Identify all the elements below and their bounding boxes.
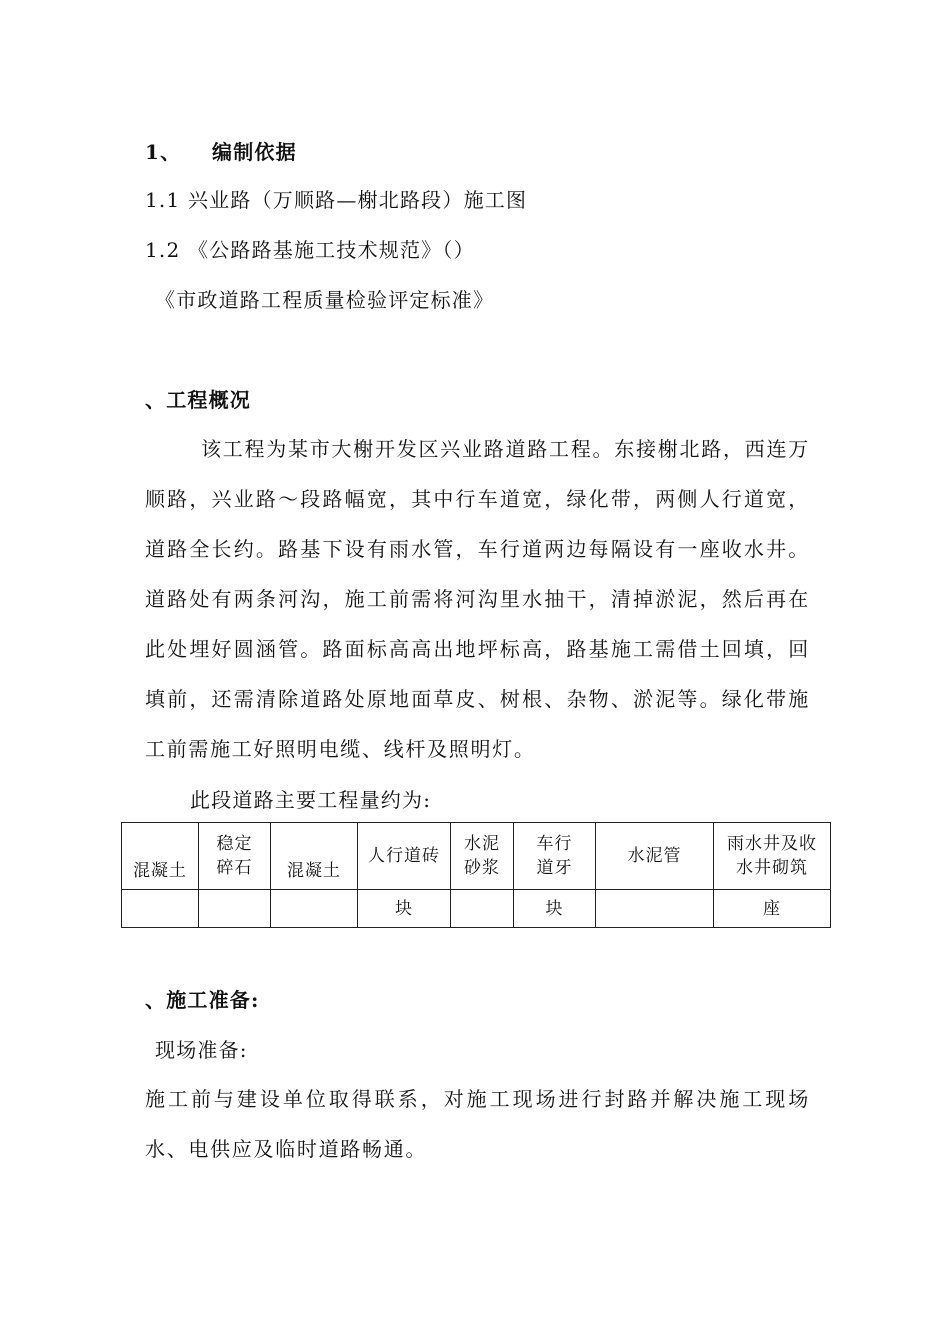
quantity-table [121, 822, 831, 928]
unit-cell: 座 [714, 890, 831, 928]
site-preparation-paragraph: 施工前与建设单位取得联系，对施工现场进行封路并解决施工现场水、电供应及临时道路畅通。 [145, 1087, 810, 1161]
reference-item-2: 1.2 《公路路基施工技术规范》（） [145, 238, 475, 262]
header-text: 车行 [536, 834, 573, 854]
section-2-title: 、工程概况 [145, 388, 251, 412]
unit-cell [199, 890, 271, 928]
header-cell-inlet-masonry [714, 823, 831, 890]
unit-cell: 块 [358, 890, 451, 928]
header-cell-concrete-1 [122, 823, 199, 890]
section-3-subtitle: 现场准备: [155, 1038, 248, 1062]
header-cell-concrete-2 [271, 823, 358, 890]
header-cell-cement-mortar [451, 823, 514, 890]
unit-cell [122, 890, 199, 928]
header-text: 水泥 [464, 834, 500, 854]
header-text: 道牙 [536, 858, 573, 878]
unit-cell [451, 890, 514, 928]
header-text: 碎石 [216, 858, 253, 878]
header-cell-curb [514, 823, 596, 890]
unit-cell [271, 890, 358, 928]
header-text: 人行道砖 [368, 846, 440, 866]
header-cell-cement-pipe [596, 823, 714, 890]
section-3-title: 、施工准备: [145, 988, 260, 1012]
table-header-row [122, 823, 831, 890]
section-1-title: 编制依据 [212, 140, 297, 164]
header-cell-sidewalk-brick [358, 823, 451, 890]
table-intro: 此段道路主要工程量约为: [190, 788, 432, 812]
header-text: 混凝土 [287, 861, 341, 881]
project-overview-paragraph: 该工程为某市大榭开发区兴业路道路工程。东接榭北路，西连万顺路，兴业路～段路幅宽，其中行车道宽，绿化带，两侧人行道宽，道路全长约。路基下设有雨水管，车行道两边每隔设有一座收水井。道路处有两条河沟，施工前需将河沟里水抽干，清掉淤泥，然后再在此处埋好圆涵管。路面标高高出地坪标高，路基施工需借土回填，回填前，还需清除道路处原地面草皮、树根、杂物、淤泥等。绿化带施工前需施工好照明电缆、线杆及照明灯。 [145, 437, 810, 761]
header-text: 水井砌筑 [736, 858, 808, 878]
header-text: 混凝土 [133, 861, 187, 881]
unit-cell: 块 [514, 890, 596, 928]
reference-item-1: 1.1 兴业路（万顺路—榭北路段）施工图 [145, 188, 528, 212]
reference-item-3: 《市政道路工程质量检验评定标准》 [155, 288, 495, 312]
unit-cell [596, 890, 714, 928]
header-text: 雨水井及收 [727, 834, 817, 854]
table-unit-row [122, 890, 831, 928]
header-text: 砂浆 [464, 858, 500, 878]
header-text: 稳定 [216, 834, 253, 854]
section-1-number: 1、 [145, 140, 182, 164]
header-text: 水泥管 [627, 846, 682, 866]
header-cell-stabilized-gravel [199, 823, 271, 890]
